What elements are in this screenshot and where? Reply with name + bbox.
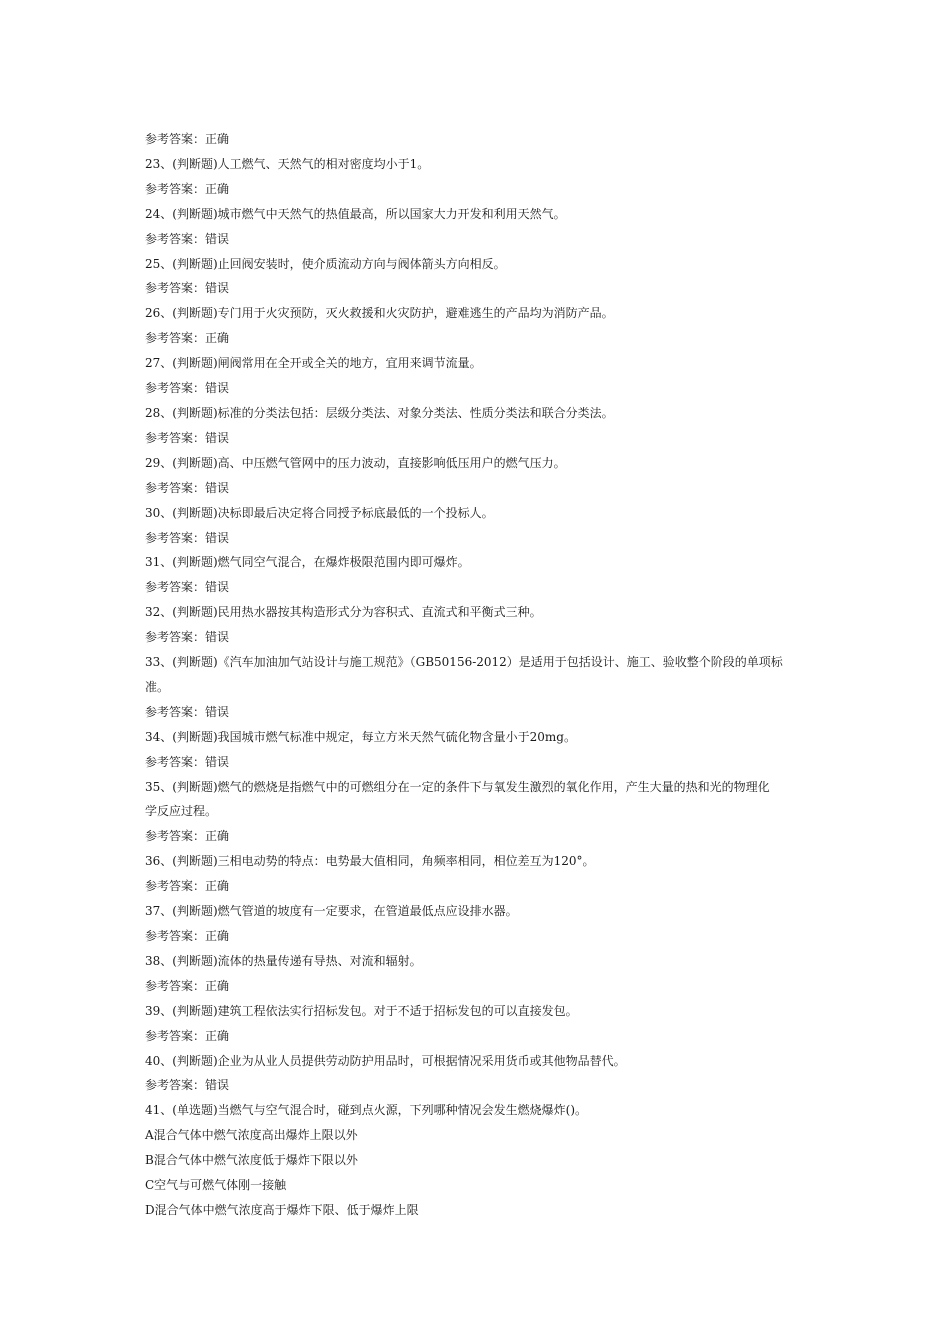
question-29: 29、(判断题)高、中压燃气管网中的压力波动，直接影响低压用户的燃气压力。 xyxy=(145,455,566,470)
option-c: C空气与可燃气体刚一接触 xyxy=(145,1178,287,1193)
answer-line: 参考答案：错误 xyxy=(145,381,230,396)
question-30: 30、(判断题)决标即最后决定将合同授予标底最低的一个投标人。 xyxy=(145,505,494,520)
question-33-continued: 准。 xyxy=(145,679,170,694)
answer-line: 参考答案：错误 xyxy=(145,580,230,595)
question-38: 38、(判断题)流体的热量传递有导热、对流和辐射。 xyxy=(145,953,422,968)
question-34: 34、(判断题)我国城市燃气标准中规定，每立方米天然气硫化物含量小于20mg。 xyxy=(145,729,576,744)
answer-line: 参考答案：正确 xyxy=(145,978,230,993)
answer-line: 参考答案：正确 xyxy=(145,331,230,346)
question-35: 35、(判断题)燃气的燃烧是指燃气中的可燃组分在一定的条件下与氧发生激烈的氧化作用，产生大量的热和光的物理化 xyxy=(145,779,770,794)
answer-line: 参考答案：错误 xyxy=(145,231,230,246)
answer-line: 参考答案：错误 xyxy=(145,430,230,445)
question-40: 40、(判断题)企业为从业人员提供劳动防护用品时，可根据情况采用货币或其他物品替代。 xyxy=(145,1053,626,1068)
answer-line: 参考答案：错误 xyxy=(145,1078,230,1093)
answer-line: 参考答案：正确 xyxy=(145,132,230,146)
answer-line: 参考答案：正确 xyxy=(145,829,230,844)
option-a: A混合气体中燃气浓度高出爆炸上限以外 xyxy=(145,1128,358,1143)
question-24: 24、(判断题)城市燃气中天然气的热值最高，所以国家大力开发和利用天然气。 xyxy=(145,206,566,221)
answer-line: 参考答案：错误 xyxy=(145,480,230,495)
answer-line: 参考答案：正确 xyxy=(145,929,230,943)
question-41: 41、(单选题)当燃气与空气混合时，碰到点火源，下列哪种情况会发生燃烧爆炸()。 xyxy=(145,1103,587,1118)
question-25: 25、(判断题)止回阀安装时，使介质流动方向与阀体箭头方向相反。 xyxy=(145,256,506,271)
answer-line: 参考答案：正确 xyxy=(145,181,230,196)
option-b: B混合气体中燃气浓度低于爆炸下限以外 xyxy=(145,1153,358,1168)
answer-line: 参考答案：错误 xyxy=(145,754,230,769)
answer-line: 参考答案：错误 xyxy=(145,281,230,296)
question-33: 33、(判断题)《汽车加油加气站设计与施工规范》（GB50156-2012）是适用于包括设计、施工、验收整个阶段的单项标 xyxy=(145,655,783,670)
question-27: 27、(判断题)闸阀常用在全开或全关的地方，宜用来调节流量。 xyxy=(145,356,482,371)
option-d: D混合气体中燃气浓度高于爆炸下限、低于爆炸上限 xyxy=(145,1202,419,1217)
question-23: 23、(判断题)人工燃气、天然气的相对密度均小于1。 xyxy=(145,156,430,171)
question-39: 39、(判断题)建筑工程依法实行招标发包。对于不适于招标发包的可以直接发包。 xyxy=(145,1003,578,1018)
question-36: 36、(判断题)三相电动势的特点：电势最大值相同，角频率相同，相位差互为120°。 xyxy=(145,854,595,869)
answer-line: 参考答案：错误 xyxy=(145,530,230,545)
answer-line: 参考答案：正确 xyxy=(145,1028,230,1043)
answer-line: 参考答案：错误 xyxy=(145,704,230,719)
question-28: 28、(判断题)标准的分类法包括：层级分类法、对象分类法、性质分类法和联合分类法。 xyxy=(145,405,614,420)
question-32: 32、(判断题)民用热水器按其构造形式分为容积式、直流式和平衡式三种。 xyxy=(145,605,542,620)
question-37: 37、(判断题)燃气管道的坡度有一定要求，在管道最低点应设排水器。 xyxy=(145,904,518,919)
document-body xyxy=(145,127,810,1223)
question-26: 26、(判断题)专门用于火灾预防，灭火救援和火灾防护，避难逃生的产品均为消防产品。 xyxy=(145,306,614,321)
question-35-continued: 学反应过程。 xyxy=(145,804,218,819)
question-31: 31、(判断题)燃气同空气混合，在爆炸极限范围内即可爆炸。 xyxy=(145,555,470,570)
answer-line: 参考答案：错误 xyxy=(145,630,230,645)
answer-line: 参考答案：正确 xyxy=(145,879,230,894)
